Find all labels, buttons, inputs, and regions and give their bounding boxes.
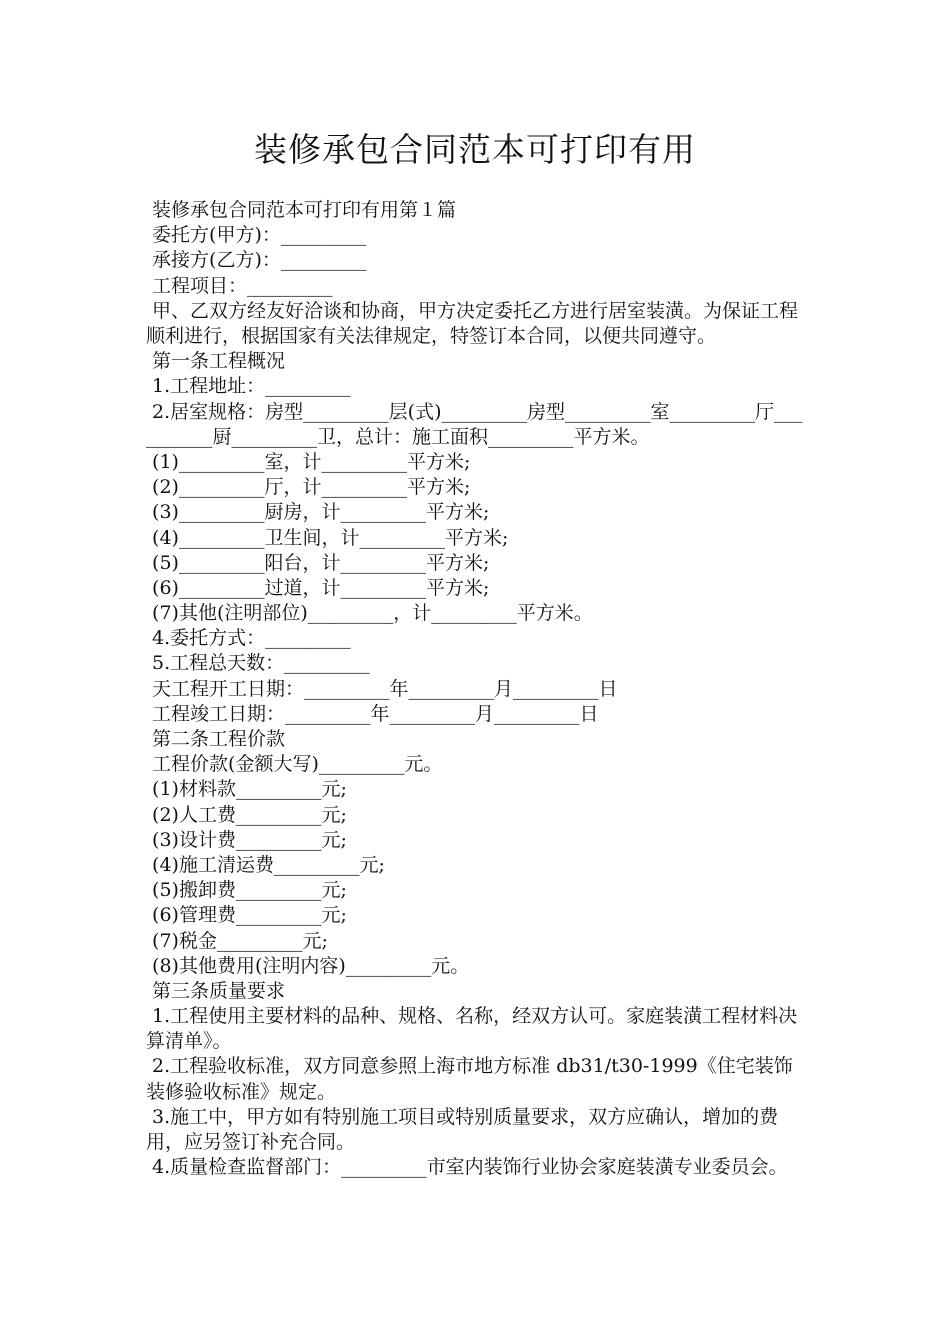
document-paragraph: 2.居室规格：房型_________层(式)_________房型_________室_________厅__________厨_________卫，总计：施工面积_________平方米。 (146, 400, 803, 448)
document-line: 工程项目：_________ (146, 274, 333, 297)
document-line: (7)税金_________元; (146, 929, 328, 952)
document-paragraph: 2.工程验收标准，双方同意参照上海市地方标准 db31/t30-1999《住宅装饰装修验收标准》规定。 (146, 1055, 793, 1103)
document-line: (5)_________阳台，计_________平方米; (146, 551, 490, 574)
document-paragraph: 3.施工中，甲方如有特别施工项目或特别质量要求，双方应确认，增加的费用，应另签订补充合同。 (146, 1105, 779, 1154)
document-line: (6)管理费_________元; (146, 904, 347, 927)
document-line: (2)人工费_________元; (146, 803, 347, 826)
document-title: 装修承包合同范本可打印有用 (254, 130, 696, 169)
document-line: (2)_________厅，计_________平方米; (146, 476, 471, 499)
document-line: (6)_________过道，计_________平方米; (146, 576, 490, 599)
document-line: (8)其他费用(注明内容)_________元。 (146, 954, 470, 977)
document-paragraph: 4.质量检查监督部门：_________市室内装饰行业协会家庭装潢专业委员会。 (146, 1156, 788, 1179)
document-line: 第二条工程价款 (146, 728, 286, 750)
document-line: (1)材料款_________元; (146, 778, 347, 801)
document-line: (4)_________卫生间，计_________平方米; (146, 526, 509, 549)
document-line: 装修承包合同范本可打印有用第１篇 (146, 199, 457, 221)
document-line: (1)_________室，计_________平方米; (146, 450, 471, 473)
document-paragraph: 1.工程使用主要材料的品种、规格、名称，经双方认可。家庭装潢工程材料决算清单》。 (146, 1005, 798, 1053)
document-line: 第三条质量要求 (146, 979, 286, 1002)
document-line: 1.工程地址：_________ (146, 375, 351, 398)
document-line: 委托方(甲方)：_________ (146, 224, 367, 247)
document-line: 第一条工程概况 (146, 350, 286, 373)
document-paragraph: 甲、乙双方经友好洽谈和协商，甲方决定委托乙方进行居室装潢。为保证工程顺利进行，根据国家有关法律规定，特签订本合同，以便共同遵守。 (146, 299, 799, 347)
document-line: 承接方(乙方)：_________ (146, 249, 367, 272)
document-line: 4.委托方式：_________ (146, 627, 351, 650)
document-line: (4)施工清运费_________元; (146, 853, 385, 876)
document-line: 5.工程总天数：_________ (146, 652, 370, 675)
document-line: (5)搬卸费_________元; (146, 879, 347, 902)
document-line: (7)其他(注明部位)_________，计_________平方米。 (146, 602, 593, 625)
document-body (146, 198, 810, 1180)
document-line: 工程竣工日期：_________年_________月_________日 (146, 702, 599, 725)
document-line: 工程价款(金额大写)_________元。 (146, 753, 443, 776)
document-line: 天工程开工日期：_________年_________月_________日 (146, 677, 618, 700)
document-line: (3)设计费_________元; (146, 828, 347, 851)
document-line: (3)_________厨房，计_________平方米; (146, 501, 490, 524)
